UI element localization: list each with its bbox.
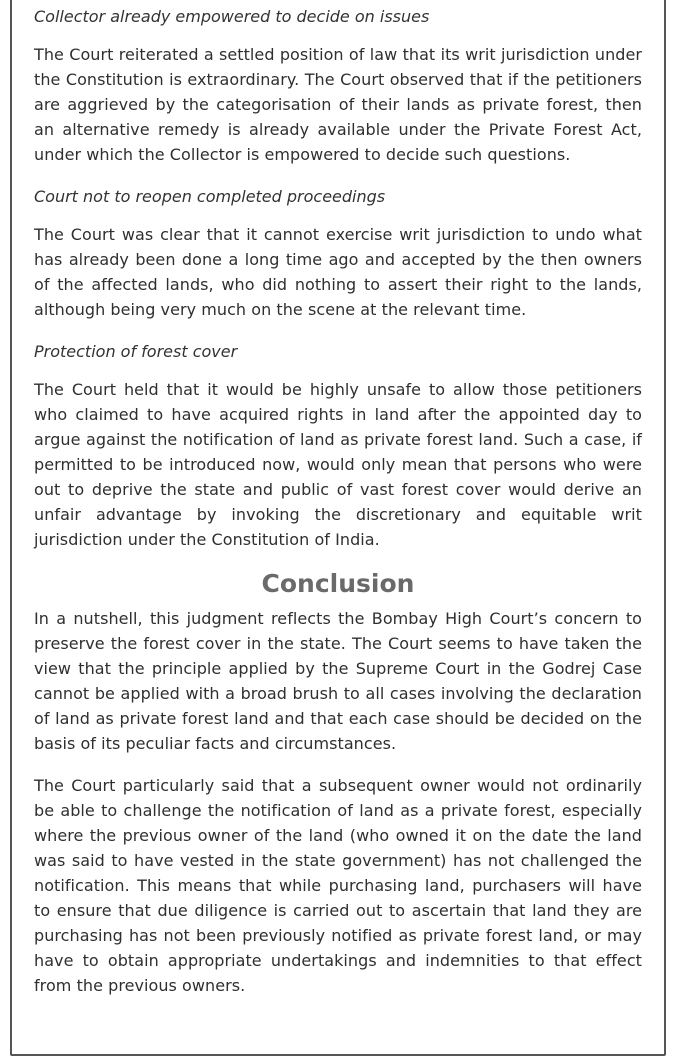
paragraph-reopen: The Court was clear that it cannot exercise writ jurisdiction to undo what has already been done a long time ago and accepted by the then owners of the affected lands, who did nothing to assert their right to the lands, although being very much on the scene at the relevant time. xyxy=(34,225,642,319)
subheading-forest-cover: Protection of forest cover xyxy=(34,342,238,361)
document-body xyxy=(34,0,642,1015)
paragraph-collector: The Court reiterated a settled position of law that its writ jurisdiction under the Constitution is extraordinary. The Court observed that if the petitioners are aggrieved by the categorisation of their lands as private forest, then an alternative remedy is already available under the Private Forest Act, under which the Collector is empowered to decide such questions. xyxy=(34,45,642,164)
subheading-collector: Collector already empowered to decide on issues xyxy=(34,7,430,26)
conclusion-paragraph-2: The Court particularly said that a subsequent owner would not ordinarily be able to challenge the notification of land as a private forest, especially where the previous owner of the land (who owned it on the date the land was said to have vested in the state government) has not challenged the notification. This means that while purchasing land, purchasers will have to ensure that due diligence is carried out to ascertain that land they are purchasing has not been previously notified as private forest land, or may have to obtain appropriate undertakings and indemnities to that effect from the previous owners. xyxy=(34,776,642,995)
paragraph-forest-cover: The Court held that it would be highly unsafe to allow those petitioners who claimed to have acquired rights in land after the appointed day to argue against the notification of land as private forest land. Such a case, if permitted to be introduced now, would only mean that persons who were out to deprive the state and public of vast forest cover would derive an unfair advantage by invoking the discretionary and equitable writ jurisdiction under the Constitution of India. xyxy=(34,380,642,549)
conclusion-heading: Conclusion xyxy=(261,569,415,598)
subheading-reopen: Court not to reopen completed proceedings xyxy=(34,187,386,206)
conclusion-paragraph-1: In a nutshell, this judgment reflects the Bombay High Court’s concern to preserve the forest cover in the state. The Court seems to have taken the view that the principle applied by the Supreme Court in the Godrej Case cannot be applied with a broad brush to all cases involving the declaration of land as private forest land and that each case should be decided on the basis of its peculiar facts and circumstances. xyxy=(34,609,642,753)
